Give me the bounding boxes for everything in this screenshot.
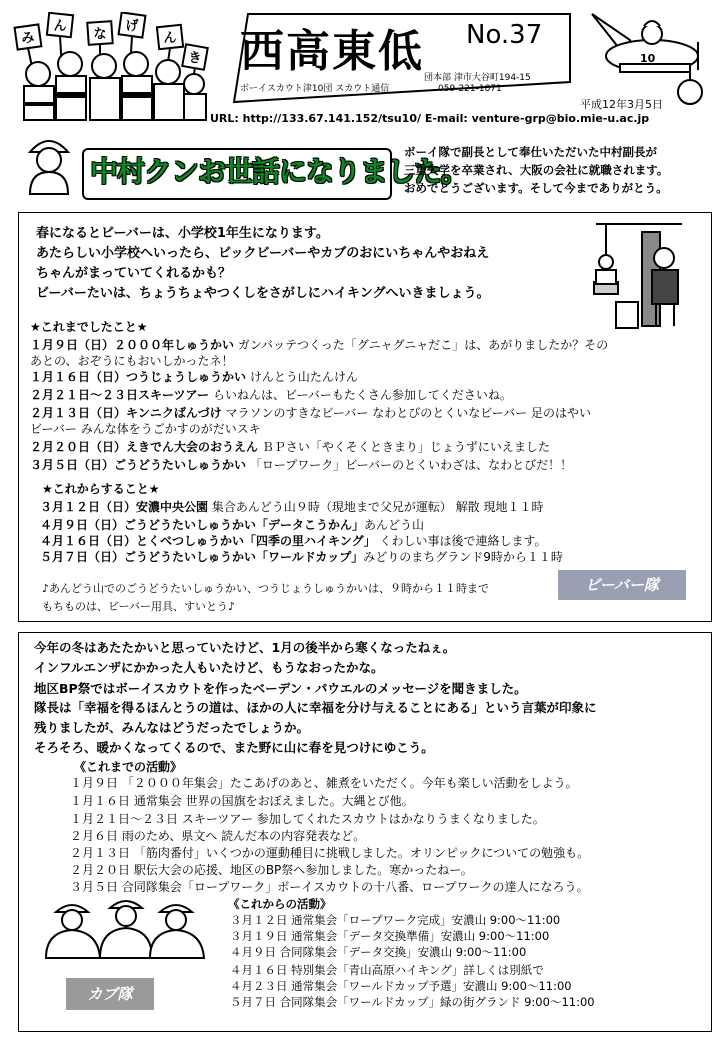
contact-url[interactable]: URL: http://133.67.141.152/tsu10/ E-mail: venture-grp@bio.mie-u.ac.jp: [210, 112, 650, 125]
cub-intro-line: 残りましたが、みんなはどうだったでしょうか。: [34, 720, 310, 735]
thanks-message-line: ボーイ隊で副長として奉仕いただいた中村副長が: [404, 145, 657, 159]
cub-future-item: ３月１２日 通常集会「ロープワーク完成」安濃山 9:00～11:00: [230, 913, 561, 927]
thanks-message-line: 三重大学を卒業され、大阪の会社に就職されます。: [404, 163, 669, 177]
issue-date: 平成12年3月5日: [580, 98, 663, 111]
cub-past-item: ２月６日 雨のため、県文へ 読んだ本の内容発表など。: [70, 829, 366, 843]
climbing-kids-illustration: [586, 222, 694, 332]
kid-sign-text: な: [93, 27, 107, 42]
beaver-future-item: ５月７日（日）ごうどうたいしゅうかい「ワールドカップ」みどりのまちグランド9時から１１時: [40, 550, 563, 564]
organization-name: ボーイスカウト津10団 スカウト通信: [240, 84, 390, 94]
beaver-past-heading: ★これまでしたこと★: [30, 320, 148, 334]
cub-intro-line: インフルエンザにかかった人もいたけど、もうなおったかな。: [34, 660, 384, 675]
cub-past-item: ２月２０日 駅伝大会の応援、地区のBP祭へ参加しました。寒かったねー。: [70, 863, 473, 877]
plane-number: 10: [640, 52, 656, 65]
cub-past-item: １月１６日 通常集会 世界の国旗をおぼえました。大縄とび他。: [70, 794, 414, 808]
cub-troop-label: カブ隊: [66, 978, 154, 1010]
beaver-past-item: あとの、おぞうにもおいしかったネ！: [30, 354, 234, 368]
beaver-past-item: １月１６日（日）つうじょうしゅうかい けんとう山たんけん: [30, 370, 358, 384]
beaver-past-item: １月９日（日）２０００年しゅうかい ガンバッテつくった「グニャグニャだこ」は、あがりましたか？その: [30, 338, 609, 352]
cub-scouts-illustration: [42, 898, 208, 960]
cub-intro-line: そろそろ、暖かくなってくるので、また野に山に春を見つけにゆこう。: [34, 740, 434, 755]
kid-sign-text: ん: [163, 31, 177, 46]
beaver-future-heading: ★これからすること★: [42, 482, 160, 496]
beaver-past-item: ２月２１日～２３日スキーツアー らいねんは、ビーバーもたくさん参加してくださいね。: [30, 388, 512, 402]
cub-future-item: ４月９日 合同隊集会「データ交換」安濃山 9:00～11:00: [230, 945, 527, 959]
airplane-illustration: [590, 12, 710, 108]
beaver-past-item: ビーバー みんな体をうごかすのがだいスキ: [30, 422, 261, 436]
cub-future-item: ４月１６日 特別集会「青山高原ハイキング」詳しくは別紙で: [230, 963, 544, 977]
phone-number: 059-221-1871: [438, 84, 502, 94]
cub-future-item: ３月１９日 通常集会「データ交換準備」安濃山 9:00～11:00: [230, 929, 550, 943]
beaver-intro-line: ちゃんがまっていてくれるかも？: [36, 266, 232, 281]
kid-sign-text: げ: [125, 19, 139, 34]
cub-past-item: １月２１日～２３日 スキーツアー 参加してくれたスカウトはかなりうまくなりました。: [70, 812, 545, 826]
thanks-message-line: おめでとうございます。そして今までありがとう。: [404, 181, 668, 195]
kid-sign-text: き: [188, 51, 202, 66]
kid-sign-text: み: [21, 31, 35, 46]
beaver-past-item: ３月５日（日）ごうどうたいしゅうかい 「ロープワーク」ビーバーのとくいわざは、なわとびだ！！: [30, 458, 573, 472]
cub-future-item: ４月２３日 通常集会「ワールドカップ予選」安濃山 9:00～11:00: [230, 979, 572, 993]
kid-sign-text: ん: [53, 19, 67, 34]
cub-future-heading: 《これからの活動》: [228, 897, 332, 911]
beaver-note-line: もちものは、ビーバー用具、すいとう♪: [42, 600, 236, 613]
beaver-future-item: ４月９日（日）ごうどうたいしゅうかい「データこうかん」あんどう山: [40, 518, 425, 532]
kids-with-signs-illustration: [8, 12, 210, 124]
issue-number: No.37: [466, 20, 543, 50]
beaver-note-line: ♪あんどう山でのごうどうたいしゅうかい、つうじょうしゅうかいは、９時から１１時まで: [42, 582, 490, 595]
headquarters-address: 団本部 津市大谷町194-15: [424, 73, 531, 83]
beaver-future-item: ４月１６日（日）とくべつしゅうかい「四季の里ハイキング」 くわしい事は後で連絡します。: [40, 534, 547, 548]
scout-face-illustration: [26, 132, 72, 196]
beaver-intro-line: あたらしい小学校へいったら、ビックビーバーやカブのおにいちゃんやおねえ: [36, 246, 490, 261]
beaver-intro-line: 春になるとビーバーは、小学校1年生になります。: [36, 226, 329, 241]
cub-intro-line: 隊長は「幸福を得るほんとうの道は、ほかの人に幸福を分け与えることにある」という言葉が印象に: [34, 700, 597, 715]
cub-past-item: ２月１３日 「筋肉番付」いくつかの運動種目に挑戦しました。オリンピックについての勉強も。: [70, 846, 590, 860]
cub-past-heading: 《これまでの活動》: [74, 760, 183, 774]
cub-past-item: ３月５日 合同隊集会「ロープワーク」ボーイスカウトの十八番、ロープワークの達人になろう。: [70, 880, 589, 894]
beaver-past-item: ２月２０日（日）えきでん大会のおうえん ＢＰさい「やくそくときまり」じょうずにいえました: [30, 440, 550, 454]
beaver-troop-label: ビーバー隊: [558, 570, 686, 600]
beaver-future-item: ３月１２日（日）安濃中央公園 集合あんどう山９時（現地まで父兄が運転） 解散 現地１１時: [40, 500, 544, 514]
thanks-title: 中村クンお世話になりました。: [90, 155, 469, 188]
beaver-past-item: ２月１３日（日）キンニクばんづけ マラソンのすきなビーバー なわとびのとくいなビーバー 足のはやい: [30, 406, 591, 420]
cub-past-item: １月９日 「２０００年集会」たこあげのあと、雑煮をいただく。今年も楽しい活動をしよう。: [70, 776, 578, 790]
cub-intro-line: 今年の冬はあたたかいと思っていたけど、1月の後半から寒くなったねぇ。: [34, 640, 456, 655]
newsletter-title: 西高東低: [240, 26, 424, 77]
cub-intro-line: 地区BP祭ではボーイスカウトを作ったベーデン・パウエルのメッセージを聞きました。: [34, 681, 527, 696]
cub-future-item: ５月７日 合同隊集会「ワールドカップ」緑の街グランド 9:00～11:00: [230, 995, 595, 1009]
beaver-intro-line: ビーバーたいは、ちょうちょやつくしをさがしにハイキングへいきましょう。: [36, 286, 490, 301]
